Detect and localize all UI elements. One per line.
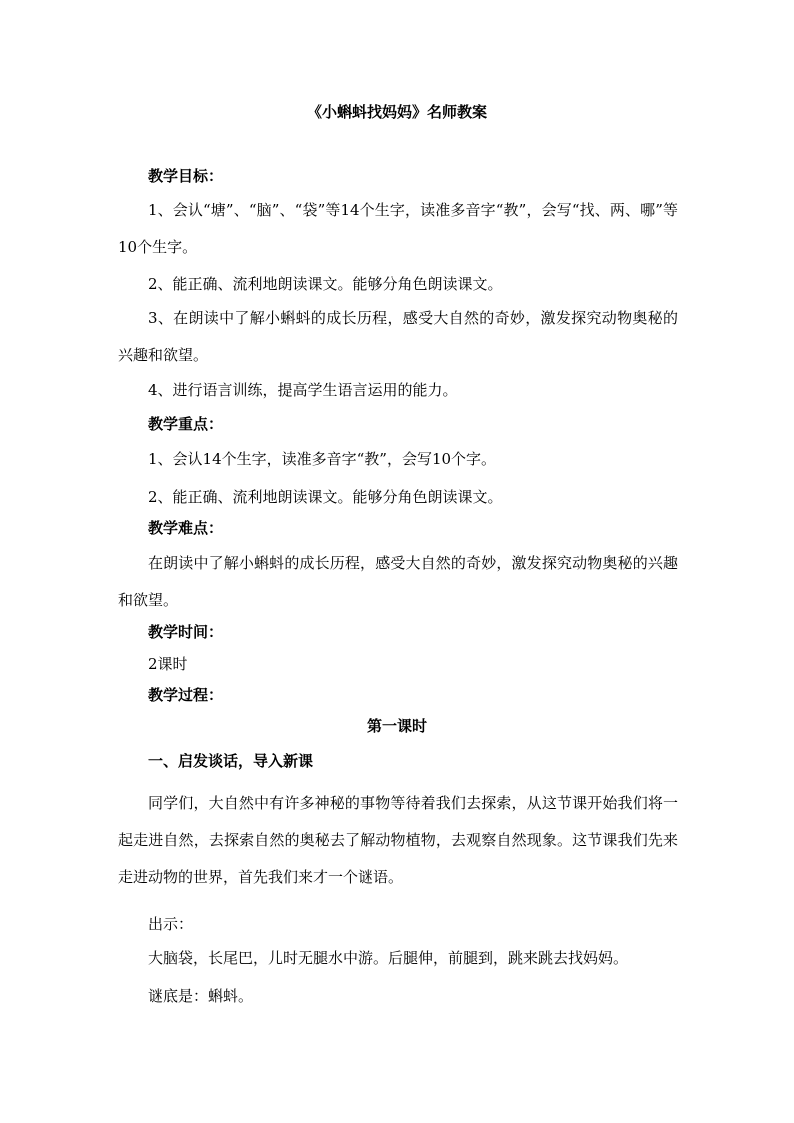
intro-paragraph: 同学们，大自然中有许多神秘的事物等待着我们去探索，从这节课开始我们将一起走进自然，去探索自然的奥秘去了解动物植物，去观察自然现象。这节课我们先来走进动物的世界，首先我们来才一个谜语。 bbox=[118, 794, 678, 886]
key-point-item: 1、会认14个生字，读准多音字“教”，会写10个字。 bbox=[148, 450, 497, 468]
objective-item: 2、能正确、流利地朗读课文。能够分角色朗读课文。 bbox=[148, 275, 503, 293]
show-label: 出示： bbox=[148, 915, 194, 933]
time-value: 2课时 bbox=[148, 655, 188, 673]
section-one-heading: 一、启发谈话，导入新课 bbox=[148, 752, 314, 770]
riddle-answer: 谜底是：蝌蚪。 bbox=[148, 987, 254, 1005]
objective-item: 1、会认“塘”、“脑”、“袋”等14个生字，读准多音字“教”，会写“找、两、哪”等10个生字。 bbox=[118, 201, 678, 256]
time-heading: 教学时间： bbox=[148, 623, 224, 641]
riddle-text: 大脑袋，长尾巴，儿时无腿水中游。后腿伸，前腿到，跳来跳去找妈妈。 bbox=[148, 949, 629, 967]
key-point-item: 2、能正确、流利地朗读课文。能够分角色朗读课文。 bbox=[148, 488, 503, 506]
objective-item: 3、在朗读中了解小蝌蚪的成长历程，感受大自然的奇妙，激发探究动物奥秘的兴趣和欲望。 bbox=[118, 309, 678, 364]
key-points-heading: 教学重点： bbox=[148, 415, 224, 433]
objectives-heading: 教学目标： bbox=[148, 167, 224, 185]
objective-item: 4、进行语言训练，提高学生语言运用的能力。 bbox=[148, 381, 458, 399]
process-heading: 教学过程： bbox=[148, 686, 224, 704]
document-title: 《小蝌蚪找妈妈》名师教案 bbox=[306, 103, 487, 121]
lesson-one-title: 第一课时 bbox=[366, 717, 427, 735]
difficulty-text: 在朗读中了解小蝌蚪的成长历程，感受大自然的奇妙，激发探究动物奥秘的兴趣和欲望。 bbox=[118, 554, 678, 609]
difficulty-heading: 教学难点： bbox=[148, 519, 224, 537]
